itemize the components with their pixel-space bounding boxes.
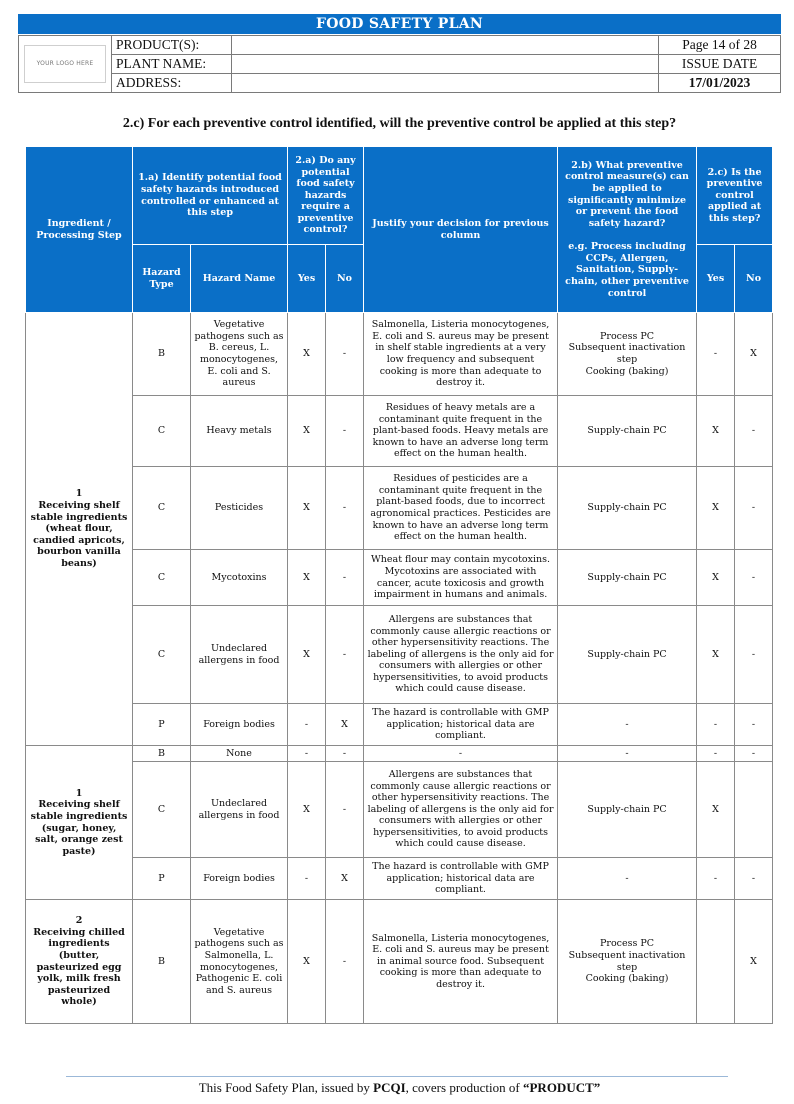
step-cell bbox=[26, 746, 133, 900]
require-yes: - bbox=[288, 858, 326, 900]
table-row bbox=[26, 313, 773, 396]
control-measure: Supply-chain PC bbox=[558, 467, 697, 550]
applied-yes: - bbox=[697, 704, 735, 746]
document-title: FOOD SAFETY PLAN bbox=[18, 14, 781, 34]
control-measure: Supply-chain PC bbox=[558, 550, 697, 606]
applied-no: X bbox=[735, 313, 773, 396]
require-no: - bbox=[326, 762, 364, 858]
section-question: 2.c) For each preventive control identified, will the preventive control be applied at this step? bbox=[122, 116, 677, 131]
footer-middle: , covers production of bbox=[405, 1080, 523, 1095]
control-measure: Process PC Subsequent inactivation step Cooking (baking) bbox=[558, 900, 697, 1024]
footer-divider bbox=[66, 1076, 728, 1077]
footer-pcqi: PCQI bbox=[373, 1080, 406, 1095]
control-measure: Supply-chain PC bbox=[558, 606, 697, 704]
table-row bbox=[26, 606, 773, 704]
applied-no: - bbox=[735, 396, 773, 467]
control-measure: - bbox=[558, 704, 697, 746]
justification: The hazard is controllable with GMP application; historical data are compliant. bbox=[364, 858, 558, 900]
col-header-hazard-name: Hazard Name bbox=[191, 245, 288, 313]
require-no: X bbox=[326, 858, 364, 900]
applied-yes: - bbox=[697, 858, 735, 900]
justification: Residues of pesticides are a contaminant quite frequent in the plant-based foods, due to incorrect agronomical practices. Pesticides are known to have an adverse long term effect on the human health. bbox=[364, 467, 558, 550]
require-yes: X bbox=[288, 606, 326, 704]
control-measure: Supply-chain PC bbox=[558, 762, 697, 858]
applied-no: - bbox=[735, 606, 773, 704]
applied-no: X bbox=[735, 900, 773, 1024]
plant-name-label: PLANT NAME: bbox=[111, 55, 231, 74]
table-row bbox=[26, 467, 773, 550]
require-yes: - bbox=[288, 746, 326, 762]
hazard-type: B bbox=[133, 746, 191, 762]
justification: - bbox=[364, 746, 558, 762]
applied-yes: - bbox=[697, 746, 735, 762]
step-description: Receiving shelf stable ingredients (wheat flour, candied apricots, bourbon vanilla beans) bbox=[30, 500, 128, 569]
control-measure: Process PC Subsequent inactivation step Cooking (baking) bbox=[558, 313, 697, 396]
justification: Allergens are substances that commonly cause allergic reactions or other hypersensitivity reactions. The labeling of allergens is the only aid for consumers with allergies or other hypersensitivities, to avoid products which could cause disease. bbox=[364, 606, 558, 704]
applied-no: - bbox=[735, 704, 773, 746]
step-description: Receiving chilled ingredients (butter, pasteurized egg yolk, milk fresh pasteurized whole) bbox=[33, 926, 125, 1008]
issue-date-label: ISSUE DATE bbox=[659, 55, 781, 74]
table-row bbox=[26, 858, 773, 900]
col-header-measure-question: 2.b) What preventive control measure(s) can be applied to significantly minimize or prevent the food safety hazard? bbox=[565, 159, 689, 229]
hazard-name: Pesticides bbox=[191, 467, 288, 550]
product-label: PRODUCT(S): bbox=[111, 36, 231, 55]
hazard-type: C bbox=[133, 467, 191, 550]
applied-no: - bbox=[735, 550, 773, 606]
applied-yes: - bbox=[697, 313, 735, 396]
hazard-name: Foreign bodies bbox=[191, 858, 288, 900]
justification: The hazard is controllable with GMP application; historical data are compliant. bbox=[364, 704, 558, 746]
require-no: - bbox=[326, 900, 364, 1024]
col-header-hazard-type: Hazard Type bbox=[133, 245, 191, 313]
col-header-applied-yes: Yes bbox=[697, 245, 735, 313]
applied-yes bbox=[697, 900, 735, 1024]
require-yes: X bbox=[288, 467, 326, 550]
step-number: 1 bbox=[75, 488, 83, 500]
require-no: - bbox=[326, 313, 364, 396]
require-yes: - bbox=[288, 704, 326, 746]
applied-no bbox=[735, 762, 773, 858]
applied-yes: X bbox=[697, 396, 735, 467]
require-yes: X bbox=[288, 313, 326, 396]
address-value[interactable] bbox=[231, 74, 658, 93]
hazard-analysis-table bbox=[25, 146, 773, 1024]
table-row bbox=[26, 550, 773, 606]
col-header-measure bbox=[558, 147, 697, 313]
hazard-name: Vegetative pathogens such as B. cereus, L. monocytogenes, E. coli and S. aureus bbox=[191, 313, 288, 396]
hazard-name: Foreign bodies bbox=[191, 704, 288, 746]
hazard-name: Undeclared allergens in food bbox=[191, 762, 288, 858]
col-header-identify: 1.a) Identify potential food safety hazards introduced controlled or enhanced at this step bbox=[133, 147, 288, 245]
col-header-require-yes: Yes bbox=[288, 245, 326, 313]
col-header-step: Ingredient / Processing Step bbox=[26, 147, 133, 313]
table-row bbox=[26, 746, 773, 762]
company-logo-placeholder: YOUR LOGO HERE bbox=[24, 45, 106, 83]
require-yes: X bbox=[288, 396, 326, 467]
require-yes: X bbox=[288, 900, 326, 1024]
applied-yes: X bbox=[697, 762, 735, 858]
hazard-name: Mycotoxins bbox=[191, 550, 288, 606]
require-no: X bbox=[326, 704, 364, 746]
step-cell bbox=[26, 313, 133, 746]
plant-name-value[interactable] bbox=[231, 55, 658, 74]
product-value[interactable] bbox=[231, 36, 658, 55]
require-no: - bbox=[326, 606, 364, 704]
hazard-name: Vegetative pathogens such as Salmonella, L. monocytogenes, Pathogenic E. coli and S. aureus bbox=[191, 900, 288, 1024]
require-no: - bbox=[326, 467, 364, 550]
issue-date-value: 17/01/2023 bbox=[659, 74, 781, 93]
justification: Salmonella, Listeria monocytogenes, E. coli and S. aureus may be present in shelf stable ingredients at a very low frequency and subsequent cooking is more than adequate to destroy it. bbox=[364, 313, 558, 396]
step-description: Receiving shelf stable ingredients (sugar, honey, salt, orange zest paste) bbox=[30, 799, 128, 857]
applied-yes: X bbox=[697, 606, 735, 704]
justification: Allergens are substances that commonly cause allergic reactions or other hypersensitivity reactions. The labeling of allergens is the only aid for consumers with allergies or other hypersensitivities, to avoid products which could cause disease. bbox=[364, 762, 558, 858]
table-row bbox=[26, 762, 773, 858]
justification: Wheat flour may contain mycotoxins. Mycotoxins are associated with cancer, acute toxicosis and growth impairment in humans and animals. bbox=[364, 550, 558, 606]
hazard-type: P bbox=[133, 858, 191, 900]
require-yes: X bbox=[288, 762, 326, 858]
justification: Salmonella, Listeria monocytogenes, E. coli and S. aureus may be present in animal source food. Subsequent cooking is more than adequate to destroy it. bbox=[364, 900, 558, 1024]
require-yes: X bbox=[288, 550, 326, 606]
header-info-table bbox=[18, 35, 781, 93]
hazard-type: C bbox=[133, 606, 191, 704]
hazard-name: None bbox=[191, 746, 288, 762]
table-row bbox=[26, 900, 773, 1024]
col-header-require-no: No bbox=[326, 245, 364, 313]
hazard-type: C bbox=[133, 396, 191, 467]
hazard-type: C bbox=[133, 550, 191, 606]
applied-no: - bbox=[735, 467, 773, 550]
table-row bbox=[26, 704, 773, 746]
table-row bbox=[26, 396, 773, 467]
col-header-measure-examples: e.g. Process including CCPs, Allergen, Sanitation, Supply-chain, other preventive control bbox=[565, 241, 689, 299]
require-no: - bbox=[326, 746, 364, 762]
applied-no: - bbox=[735, 746, 773, 762]
col-header-applied: 2.c) Is the preventive control applied at this step? bbox=[697, 147, 773, 245]
applied-yes: X bbox=[697, 467, 735, 550]
logo-cell bbox=[19, 36, 112, 93]
step-cell bbox=[26, 900, 133, 1024]
page-number: Page 14 of 28 bbox=[659, 36, 781, 55]
applied-no: - bbox=[735, 858, 773, 900]
control-measure: - bbox=[558, 858, 697, 900]
applied-yes: X bbox=[697, 550, 735, 606]
control-measure: Supply-chain PC bbox=[558, 396, 697, 467]
footer-product: “PRODUCT” bbox=[522, 1080, 601, 1095]
footer-prefix: This Food Safety Plan, issued by bbox=[198, 1080, 374, 1095]
require-no: - bbox=[326, 396, 364, 467]
hazard-name: Heavy metals bbox=[191, 396, 288, 467]
hazard-type: B bbox=[133, 313, 191, 396]
justification: Residues of heavy metals are a contaminant quite frequent in the plant-based foods. Heavy metals are known to have an adverse long term effect on the human health. bbox=[364, 396, 558, 467]
address-label: ADDRESS: bbox=[111, 74, 231, 93]
col-header-require: 2.a) Do any potential food safety hazards require a preventive control? bbox=[288, 147, 364, 245]
hazard-type: C bbox=[133, 762, 191, 858]
step-number: 1 bbox=[75, 787, 83, 799]
control-measure: - bbox=[558, 746, 697, 762]
page-footer bbox=[18, 1080, 781, 1096]
step-number: 2 bbox=[75, 915, 83, 927]
col-header-applied-no: No bbox=[735, 245, 773, 313]
hazard-name: Undeclared allergens in food bbox=[191, 606, 288, 704]
require-no: - bbox=[326, 550, 364, 606]
hazard-type: P bbox=[133, 704, 191, 746]
col-header-justify: Justify your decision for previous column bbox=[364, 147, 558, 313]
hazard-type: B bbox=[133, 900, 191, 1024]
